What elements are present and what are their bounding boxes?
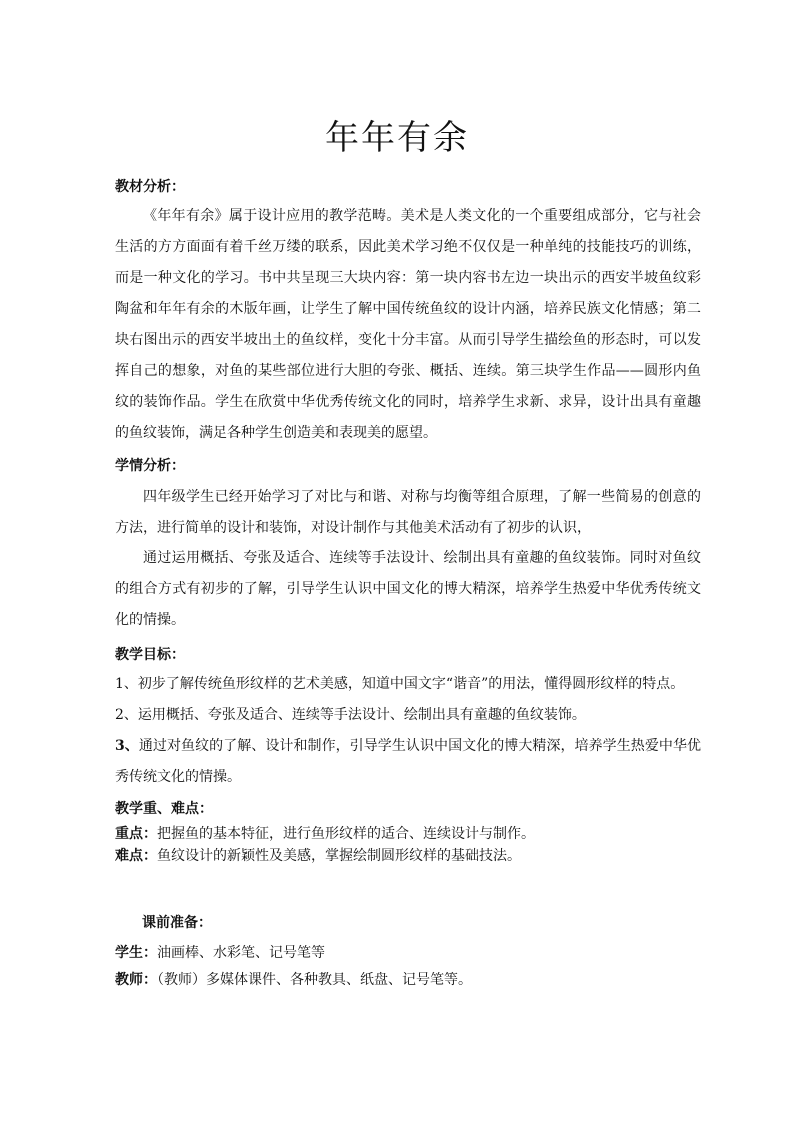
key-points-heading: 教学重、难点：	[115, 801, 213, 817]
objective-item-2: 2、运用概括、夸张及适合、连续等手法设计、绘制出具有童趣的鱼纹装饰。	[115, 707, 586, 723]
key-point-line	[115, 823, 701, 845]
student-analysis-heading: 学情分析：	[115, 458, 185, 474]
key-point-label: 重点：	[115, 826, 157, 842]
material-analysis-paragraph: 《年年有余》属于设计应用的教学范畴。美术是人类文化的一个重要组成部分，它与社会生活的方方面面有着千丝万缕的联系，因此美术学习绝不仅仅是一种单纯的技能技巧的训练，而是一种文化的学习。书中共呈现三大块内容：第一块内容书左边一块出示的西安半坡鱼纹彩陶盆和年年有余的木版年画，让学生了解中国传统鱼纹的设计内涵，培养民族文化情感；第二块右图出示的西安半坡出土的鱼纹样，变化十分丰富。从而引导学生描绘鱼的形态时，可以发挥自己的想象，对鱼的某些部位进行大胆的夸张、概括、连续。第三块学生作品——圆形内鱼纹的装饰作品。学生在欣赏中华优秀传统文化的同时，培养学生求新、求异，设计出具有童趣的鱼纹装饰，满足各种学生创造美和表现美的愿望。	[115, 208, 701, 441]
preparation-heading: 课前准备：	[142, 915, 212, 931]
difficulty-line	[115, 845, 701, 867]
preparation-teacher-text: （教师）多媒体课件、各种教具、纸盘、记号笔等。	[157, 972, 472, 988]
objective-item-3-number: 3、	[115, 738, 139, 754]
objective-item-3	[115, 731, 701, 793]
material-analysis-heading: 教材分析：	[115, 179, 185, 195]
student-analysis-paragraph-2: 通过运用概括、夸张及适合、连续等手法设计、绘制出具有童趣的鱼纹装饰。同时对鱼纹的组合方式有初步的了解，引导学生认识中国文化的博大精深，培养学生热爱中华优秀传统文化的情操。	[115, 550, 701, 628]
preparation-student-text: 油画棒、水彩笔、记号笔等	[157, 945, 325, 961]
preparation-teacher-label: 教师：	[115, 972, 157, 988]
key-point-text: 把握鱼的基本特征，进行鱼形纹样的适合、连续设计与制作。	[157, 826, 535, 842]
difficulty-text: 鱼纹设计的新颖性及美感，掌握绘制圆形纹样的基础技法。	[157, 848, 521, 864]
objectives-heading: 教学目标：	[115, 647, 185, 663]
preparation-student-line	[115, 942, 701, 964]
objective-item-1: 1、初步了解传统鱼形纹样的艺术美感，知道中国文字“谐音”的用法，懂得圆形纹样的特点。	[115, 676, 685, 692]
student-analysis-paragraph-1: 四年级学生已经开始学习了对比与和谐、对称与均衡等组合原理，了解一些简易的创意的方法，进行简单的设计和装饰，对设计制作与其他美术活动有了初步的认识，	[115, 489, 701, 536]
preparation-student-label: 学生：	[115, 945, 157, 961]
document-title: 年年有余	[325, 118, 469, 158]
difficulty-label: 难点：	[115, 848, 157, 864]
preparation-teacher-line	[115, 969, 701, 991]
objective-item-3-text: 通过对鱼纹的了解、设计和制作，引导学生认识中国文化的博大精深，培养学生热爱中华优秀传统文化的情操。	[115, 738, 701, 785]
